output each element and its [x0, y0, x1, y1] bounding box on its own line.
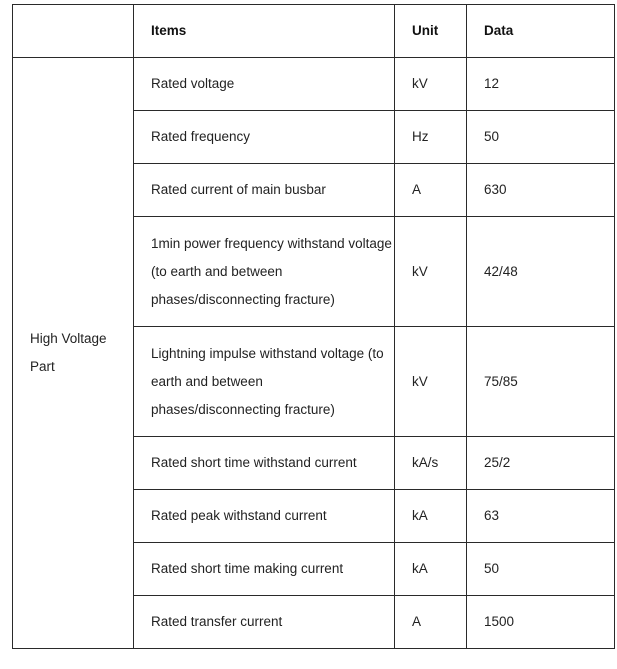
item-cell: Lightning impulse withstand voltage (to earth and between phases/disconnecting fracture): [134, 327, 395, 437]
data-cell: 25/2: [467, 437, 615, 490]
item-cell: Rated current of main busbar: [134, 164, 395, 217]
unit-cell: A: [395, 164, 467, 217]
data-cell: 42/48: [467, 217, 615, 327]
header-group: [13, 5, 134, 58]
header-row: [13, 5, 615, 58]
header-unit: Unit: [395, 5, 467, 58]
group-label: [13, 58, 134, 649]
data-cell: 50: [467, 543, 615, 596]
unit-cell: A: [395, 596, 467, 649]
data-cell: 12: [467, 58, 615, 111]
data-cell: 630: [467, 164, 615, 217]
data-cell: 63: [467, 490, 615, 543]
unit-cell: kA: [395, 490, 467, 543]
data-cell: 50: [467, 111, 615, 164]
unit-cell: kA: [395, 543, 467, 596]
unit-cell: kV: [395, 327, 467, 437]
unit-cell: kV: [395, 58, 467, 111]
unit-cell: kV: [395, 217, 467, 327]
spec-table: [12, 4, 615, 649]
item-cell: 1min power frequency withstand voltage (to earth and between phases/disconnecting fracture): [134, 217, 395, 327]
header-data: Data: [467, 5, 615, 58]
header-items: Items: [134, 5, 395, 58]
group-label-text: High Voltage Part: [30, 331, 107, 374]
item-cell: Rated frequency: [134, 111, 395, 164]
table-row: [13, 58, 615, 111]
item-cell: Rated short time withstand current: [134, 437, 395, 490]
item-cell: Rated transfer current: [134, 596, 395, 649]
data-cell: 75/85: [467, 327, 615, 437]
item-cell: Rated peak withstand current: [134, 490, 395, 543]
item-cell: Rated voltage: [134, 58, 395, 111]
item-cell: Rated short time making current: [134, 543, 395, 596]
unit-cell: Hz: [395, 111, 467, 164]
data-cell: 1500: [467, 596, 615, 649]
unit-cell: kA/s: [395, 437, 467, 490]
